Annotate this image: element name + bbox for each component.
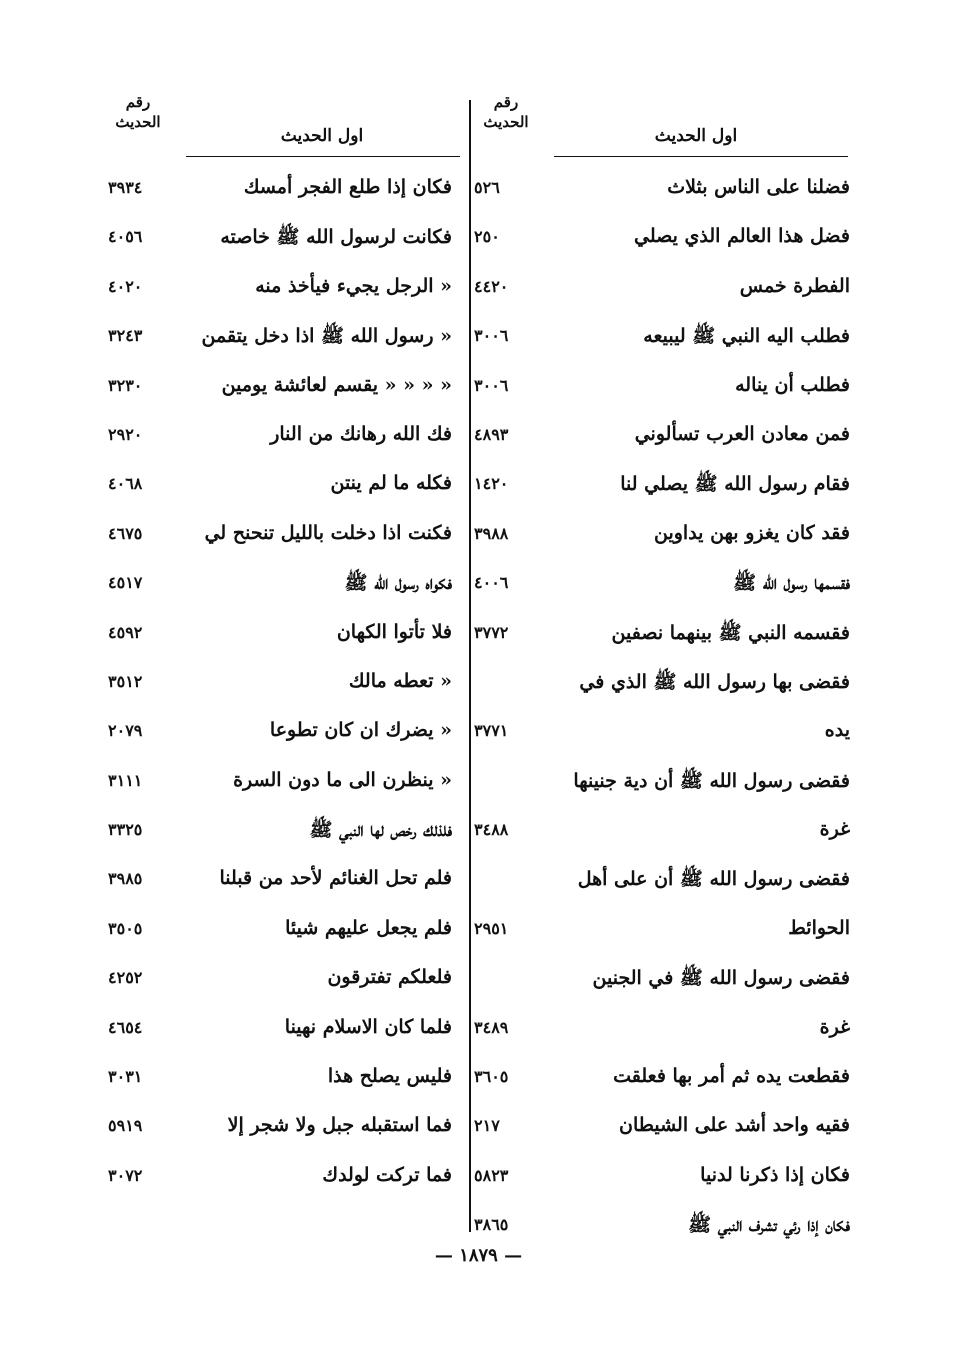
hadith-opening-text: فلذلك رخص لها النبي ﷺ [309, 819, 452, 842]
hadith-opening-text: « يضرك ان كان تطوعا [269, 719, 452, 742]
hadith-entry [474, 516, 850, 565]
hadith-opening-text: فضل هذا العالم الذي يصلي [634, 225, 850, 248]
hadith-number: ٣٠٠٦ [474, 326, 509, 346]
column-divider [469, 100, 471, 1232]
hadith-opening-text: فك الله رهانك من النار [270, 422, 452, 445]
hadith-opening-text: فقضى رسول الله ﷺ في الجنين [592, 967, 850, 990]
hadith-opening-text: فلما كان الاسلام نهينا [284, 1015, 452, 1038]
hadith-entry [474, 615, 850, 664]
hadith-entry [108, 368, 460, 417]
hadith-entry [108, 269, 460, 318]
hadith-number: ٥٨٢٣ [474, 1165, 509, 1185]
hadith-entry [474, 1108, 850, 1157]
header-rule [186, 156, 460, 157]
hadith-entry [108, 1010, 460, 1059]
hadith-opening-text: « تعطه مالك [348, 669, 452, 692]
hadith-opening-text: فقسمها رسول الله ﷺ [733, 572, 850, 595]
hadith-number: ٣٦٠٥ [474, 1067, 509, 1087]
hadith-number: ٤٦٧٥ [108, 523, 143, 543]
hadith-entry [108, 763, 460, 812]
hadith-opening-text: فقام رسول الله ﷺ يصلي لنا [620, 473, 850, 496]
hadith-entry [108, 713, 460, 762]
hadith-number: ٣١١١ [108, 770, 143, 790]
hadith-number: ٣٤٨٩ [474, 1017, 509, 1037]
hadith-number: ٥٩١٩ [108, 1116, 143, 1136]
hadith-opening-text: فقطعت يده ثم أمر بها فعلقت [613, 1065, 850, 1088]
hadith-opening-text: فلعلكم تفترقون [327, 966, 452, 989]
hadith-opening-text: فقسمه النبي ﷺ بينهما نصفين [611, 621, 850, 644]
hadith-opening-text: الحوائط [788, 916, 850, 939]
hadith-entry [474, 269, 850, 318]
hadith-entry [474, 1158, 850, 1207]
left-rows [108, 170, 460, 1207]
hadith-opening-text: فقضى رسول الله ﷺ أن دية جنينها [573, 769, 850, 792]
hadith-number: ٣٠٣١ [108, 1067, 143, 1087]
hadith-opening-text: فكله ما لم ينتن [330, 472, 452, 495]
hadith-entry [474, 368, 850, 417]
hadith-number: ٣٥١٢ [108, 671, 143, 691]
hadith-entry [108, 417, 460, 466]
hadith-entry [108, 1108, 460, 1157]
hadith-entry [474, 861, 850, 910]
hadith-opening-text: « رسول الله ﷺ اذا دخل يتقمن [201, 325, 452, 348]
right-rows [474, 170, 850, 1257]
text-header: اول الحديث [654, 126, 738, 146]
hadith-opening-text: « ينظرن الى ما دون السرة [233, 768, 452, 791]
hadith-opening-text: « الرجل يجيء فيأخذ منه [255, 274, 452, 297]
right-column [474, 92, 850, 1257]
hadith-entry [474, 911, 850, 960]
hadith-opening-text: فطلب أن يناله [735, 373, 850, 396]
hadith-opening-text: فكان إذا ذكرنا لدنيا [700, 1163, 850, 1186]
hadith-number: ٥٢٦ [474, 178, 500, 197]
hadith-number: ٤٠٦٨ [108, 474, 143, 494]
hadith-number: ٣٧٧٢ [474, 622, 509, 642]
hadith-number: ٣٣٢٥ [108, 820, 143, 840]
hadith-opening-text: فكنت اذا دخلت بالليل تنحنح لي [204, 521, 452, 544]
hadith-number: ٤٠٥٦ [108, 227, 143, 247]
hadith-entry [108, 170, 460, 219]
hadith-opening-text: فطلب اليه النبي ﷺ ليبيعه [643, 325, 850, 348]
hadith-opening-text: الفطرة خمس [739, 274, 850, 297]
hadith-entry [108, 664, 460, 713]
hadith-entry [474, 664, 850, 713]
hadith-entry [108, 219, 460, 268]
hadith-entry [474, 763, 850, 812]
hadith-entry [108, 960, 460, 1009]
hadith-opening-text: فقيه واحد أشد على الشيطان [619, 1114, 850, 1137]
hadith-entry [108, 812, 460, 861]
right-column-header [474, 92, 834, 162]
hadith-number: ٢٠٧٩ [108, 721, 143, 741]
hadith-number: ٣٠٠٦ [474, 375, 509, 395]
hadith-entry [474, 960, 850, 1009]
hadith-number: ٢١٧ [474, 1116, 500, 1136]
hadith-opening-text: فليس يصلح هذا [327, 1065, 452, 1088]
hadith-number: ٤٤٢٠ [474, 276, 509, 296]
hadith-opening-text: فكانت لرسول الله ﷺ خاصته [220, 226, 452, 249]
left-column-header [108, 92, 460, 162]
left-column [108, 92, 460, 1207]
hadith-entry [474, 1010, 850, 1059]
hadith-number: ٤٨٩٣ [474, 424, 509, 444]
hadith-opening-text: فما استقبله جبل ولا شجر إلا [227, 1114, 452, 1137]
hadith-opening-text: فلم يجعل عليهم شيئا [285, 916, 452, 939]
hadith-opening-text: غرة [819, 818, 850, 841]
hadith-entry [108, 1059, 460, 1108]
hadith-opening-text: فقضى بها رسول الله ﷺ الذي في [579, 670, 850, 693]
hadith-number: ٣٥٠٥ [108, 918, 143, 938]
hadith-entry [108, 565, 460, 614]
hadith-number: ٣٤٨٨ [474, 820, 509, 840]
hadith-opening-text: فما تركت لولدك [322, 1163, 452, 1186]
hadith-opening-text: يده [824, 719, 850, 742]
hadith-entry [474, 170, 850, 219]
hadith-entry [474, 812, 850, 861]
hadith-number: ٤٦٥٤ [108, 1017, 143, 1037]
number-header [108, 92, 168, 132]
hadith-number: ٣٩٨٥ [108, 869, 143, 889]
number-header-line1: رقم [493, 93, 519, 111]
hadith-entry [474, 417, 850, 466]
hadith-entry [108, 615, 460, 664]
hadith-entry [108, 318, 460, 367]
hadith-opening-text: فلا تأتوا الكهان [336, 620, 452, 643]
hadith-number: ٢٩٥١ [474, 918, 509, 938]
hadith-number: ٣٢٤٣ [108, 326, 143, 346]
hadith-entry [474, 1059, 850, 1108]
hadith-opening-text: فكان إذا طلع الفجر أمسك [243, 176, 452, 198]
hadith-entry [474, 565, 850, 614]
number-header-line1: رقم [125, 93, 151, 111]
hadith-number: ٣٠٧٢ [108, 1165, 143, 1185]
hadith-number: ٣٩٨٨ [474, 523, 509, 543]
hadith-number: ٤٠٢٠ [108, 276, 143, 296]
hadith-entry [108, 466, 460, 515]
hadith-opening-text: فكان إذا رئي تشرف النبي ﷺ [688, 1214, 850, 1237]
page-number: — ١٨٧٩ — [434, 1245, 523, 1266]
hadith-number: ٤٥١٧ [108, 573, 143, 593]
hadith-opening-text: « « « « يقسم لعائشة يومين [221, 373, 452, 396]
hadith-number: ٤٢٥٢ [108, 968, 143, 988]
hadith-entry [108, 1158, 460, 1207]
hadith-entry [108, 861, 460, 910]
hadith-entry [108, 516, 460, 565]
number-header [476, 92, 536, 132]
header-rule [554, 156, 848, 157]
number-header-line2: الحديث [483, 113, 529, 131]
hadith-number: ٣٨٦٥ [474, 1215, 509, 1235]
hadith-opening-text: فكواه رسول الله ﷺ [344, 572, 452, 595]
hadith-opening-text: فمن معادن العرب تسألوني [634, 422, 850, 445]
hadith-opening-text: فقد كان يغزو بهن يداوين [653, 521, 850, 544]
hadith-number: ٣٢٣٠ [108, 375, 143, 395]
hadith-opening-text: فلم تحل الغنائم لأحد من قبلنا [219, 867, 452, 890]
hadith-entry [474, 219, 850, 268]
text-header: اول الحديث [280, 126, 364, 146]
number-header-line2: الحديث [115, 113, 161, 131]
hadith-number: ٤٥٩٢ [108, 622, 143, 642]
hadith-opening-text: فقضى رسول الله ﷺ أن على أهل [577, 868, 850, 891]
hadith-number: ٢٩٢٠ [108, 424, 143, 444]
hadith-entry [108, 911, 460, 960]
hadith-number: ١٤٢٠ [474, 474, 509, 494]
hadith-entry [474, 318, 850, 367]
hadith-opening-text: فضلنا على الناس بثلاث [667, 176, 850, 198]
hadith-number: ٣٩٣٤ [108, 178, 143, 197]
hadith-number: ٣٧٧١ [474, 721, 509, 741]
hadith-number: ٢٥٠ [474, 227, 500, 247]
hadith-opening-text: غرة [819, 1015, 850, 1038]
hadith-entry [474, 713, 850, 762]
hadith-entry [474, 466, 850, 515]
hadith-number: ٤٠٠٦ [474, 573, 509, 593]
